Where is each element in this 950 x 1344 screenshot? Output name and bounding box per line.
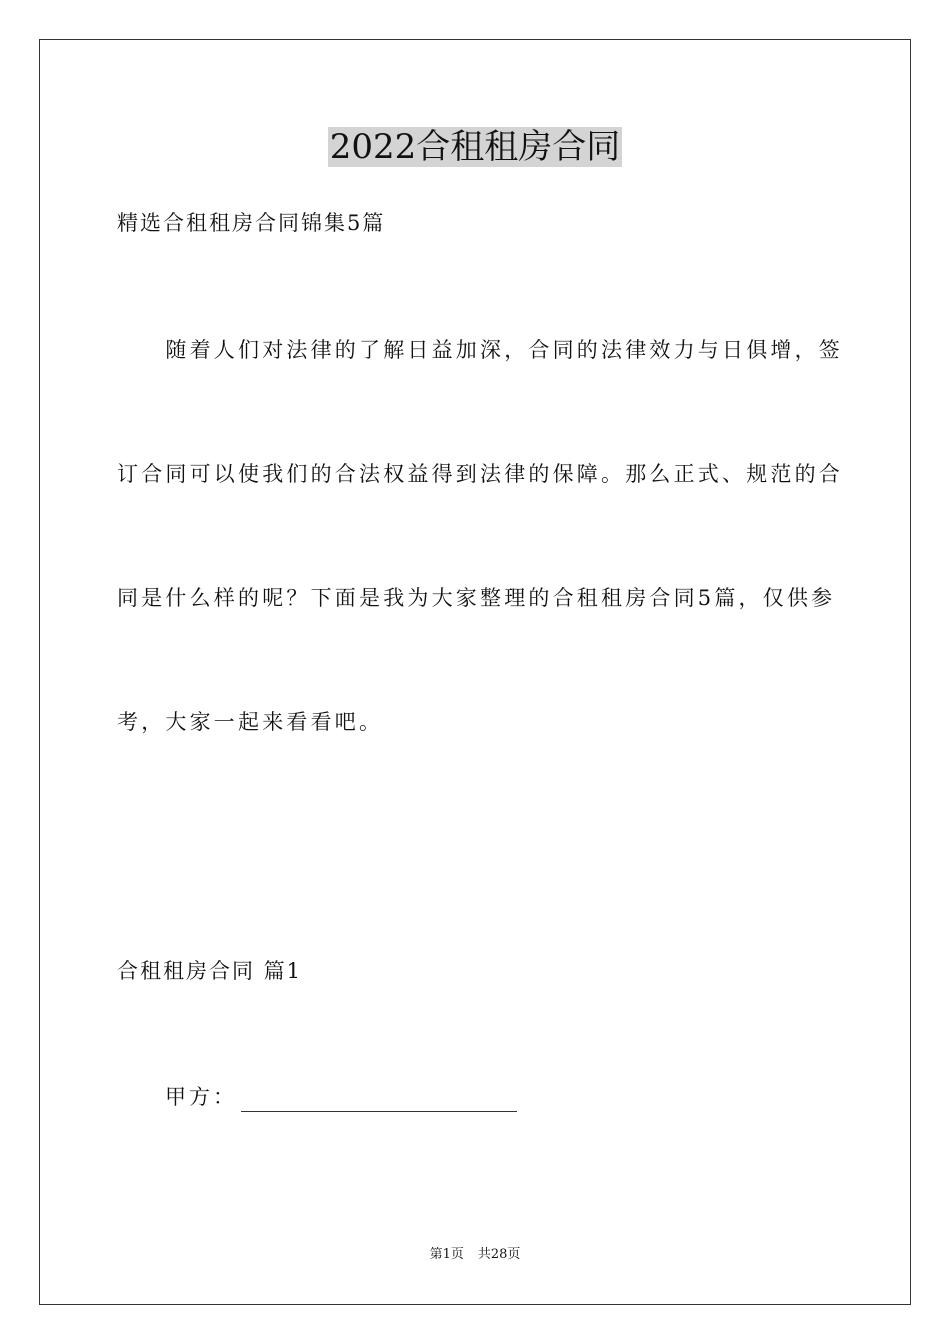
section-title: 合租租房合同 篇1	[117, 959, 303, 983]
total-pages: 共28页	[477, 1247, 521, 1262]
party-a-label: 甲方：	[165, 1085, 237, 1109]
intro-paragraph-line-4: 考，大家一起来看看吧。	[117, 710, 384, 734]
party-a-row	[165, 1082, 517, 1112]
document-subtitle: 精选合租租房合同锦集5篇	[117, 211, 386, 235]
page-number: 第1页	[429, 1247, 464, 1262]
intro-paragraph-line-2: 订合同可以使我们的合法权益得到法律的保障。那么正式、规范的合	[117, 462, 843, 486]
party-a-blank-line	[241, 1089, 517, 1112]
page-footer	[0, 1246, 950, 1264]
document-title: 2022合租租房合同	[329, 127, 621, 167]
intro-paragraph-line-3: 同是什么样的呢？下面是我为大家整理的合租租房合同5篇，仅供参	[117, 586, 836, 610]
intro-paragraph-line-1: 随着人们对法律的了解日益加深，合同的法律效力与日俱增，签	[117, 338, 843, 362]
title-container	[0, 127, 950, 167]
